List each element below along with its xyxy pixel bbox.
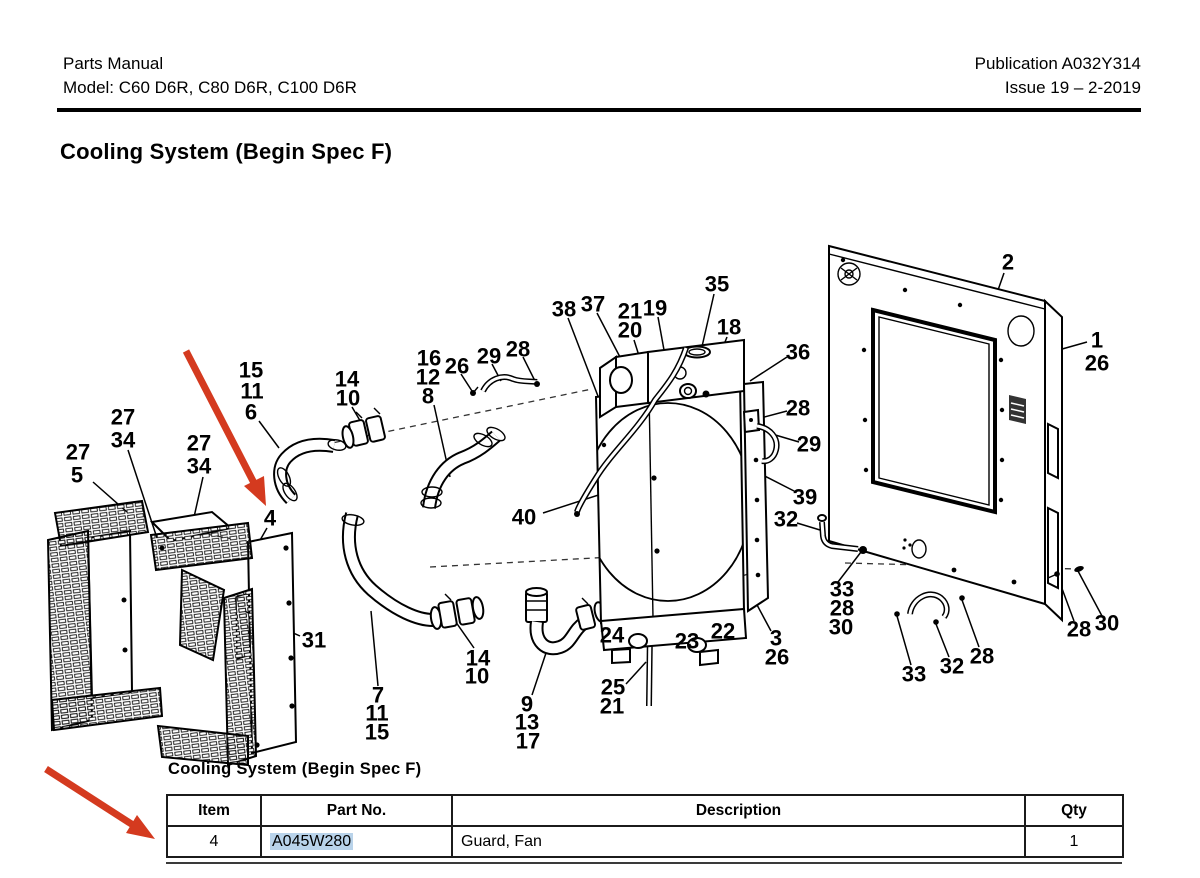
radiator-assembly — [574, 340, 777, 665]
callout-31: 31 — [301, 627, 327, 653]
callout-14: 14 — [334, 366, 360, 392]
part-no-selected-text[interactable]: A045W280 — [272, 832, 352, 850]
callout-1: 1 — [1090, 327, 1104, 353]
col-header-part-no: Part No. — [261, 795, 452, 826]
callout-29: 29 — [796, 431, 822, 457]
callout-33: 33 — [901, 661, 927, 687]
callout-32: 32 — [773, 506, 799, 532]
callout-26: 26 — [764, 644, 790, 670]
callout-16: 16 — [416, 345, 442, 371]
callout-24: 24 — [599, 622, 625, 648]
callout-27: 27 — [65, 439, 91, 465]
grille-guard-left — [48, 501, 162, 730]
cell-description: Guard, Fan — [452, 826, 1025, 857]
callout-3: 3 — [769, 625, 783, 651]
vent-hose-29 — [470, 377, 540, 396]
callout-23: 23 — [674, 628, 700, 654]
next-row-top-border — [166, 862, 1122, 864]
callout-6: 6 — [244, 399, 258, 425]
callout-22: 22 — [710, 618, 736, 644]
table-caption: Cooling System (Begin Spec F) — [168, 760, 422, 778]
callout-5: 5 — [70, 462, 84, 488]
callout-30: 30 — [1094, 610, 1120, 636]
callout-15: 15 — [364, 719, 390, 745]
callout-28: 28 — [1066, 616, 1092, 642]
model-line: Model: C60 D6R, C80 D6R, C100 D6R — [63, 78, 357, 97]
col-header-item: Item — [167, 795, 261, 826]
callout-21: 21 — [617, 298, 643, 324]
callout-29: 29 — [476, 343, 502, 369]
callout-25: 25 — [600, 674, 626, 700]
callout-15: 15 — [238, 357, 264, 383]
callout-4: 4 — [263, 505, 277, 531]
parts-table — [166, 794, 1124, 858]
cell-item: 4 — [167, 826, 261, 857]
callout-28: 28 — [969, 643, 995, 669]
callout-30: 30 — [828, 614, 854, 640]
callout-10: 10 — [464, 663, 490, 689]
callout-7: 7 — [371, 682, 385, 708]
callout-11: 11 — [365, 700, 389, 726]
callout-2: 2 — [1001, 249, 1015, 275]
callout-21: 21 — [599, 693, 625, 719]
callout-33: 33 — [829, 576, 855, 602]
page-title: Cooling System (Begin Spec F) — [60, 139, 393, 164]
callout-27: 27 — [110, 404, 136, 430]
callout-36: 36 — [785, 339, 811, 365]
parts-table-header-row — [167, 795, 1123, 826]
hose-coupler-lower — [438, 594, 485, 628]
callout-39: 39 — [792, 484, 818, 510]
cell-qty: 1 — [1025, 826, 1123, 857]
callout-11: 11 — [240, 378, 264, 404]
callout-40: 40 — [511, 504, 537, 530]
callout-14: 14 — [465, 645, 491, 671]
hose-7 — [341, 513, 442, 629]
callout-18: 18 — [716, 314, 742, 340]
callout-34: 34 — [110, 427, 136, 453]
callout-28: 28 — [505, 336, 531, 362]
callout-20: 20 — [617, 317, 643, 343]
issue: Issue 19 – 2-2019 — [1004, 78, 1141, 97]
callout-35: 35 — [704, 271, 730, 297]
grille-guard-right — [151, 512, 256, 765]
callout-34: 34 — [186, 453, 212, 479]
callout-9: 9 — [520, 691, 534, 717]
elbow-hose-6 — [275, 438, 347, 503]
door-panel — [829, 246, 1062, 620]
u-hose-9 — [526, 588, 607, 648]
callout-32: 32 — [939, 653, 965, 679]
hose-8 — [421, 425, 507, 508]
callout-8: 8 — [421, 383, 435, 409]
parts-table-row — [167, 826, 1123, 857]
callout-13: 13 — [514, 709, 540, 735]
red-arrow-table — [46, 769, 133, 825]
callout-17: 17 — [515, 728, 541, 754]
doc-type: Parts Manual — [63, 54, 164, 73]
col-header-qty: Qty — [1025, 795, 1123, 826]
callout-28: 28 — [829, 595, 855, 621]
col-header-description: Description — [452, 795, 1025, 826]
hose-coupler-upper — [341, 408, 386, 449]
publication: Publication A032Y314 — [974, 54, 1141, 73]
callout-26: 26 — [444, 353, 470, 379]
cell-part-no — [261, 826, 452, 857]
callout-26: 26 — [1084, 350, 1110, 376]
callout-27: 27 — [186, 430, 212, 456]
callout-38: 38 — [551, 296, 577, 322]
callout-28: 28 — [785, 395, 811, 421]
callout-37: 37 — [580, 291, 606, 317]
callout-12: 12 — [415, 364, 441, 390]
callout-10: 10 — [335, 385, 361, 411]
callout-19: 19 — [642, 295, 668, 321]
